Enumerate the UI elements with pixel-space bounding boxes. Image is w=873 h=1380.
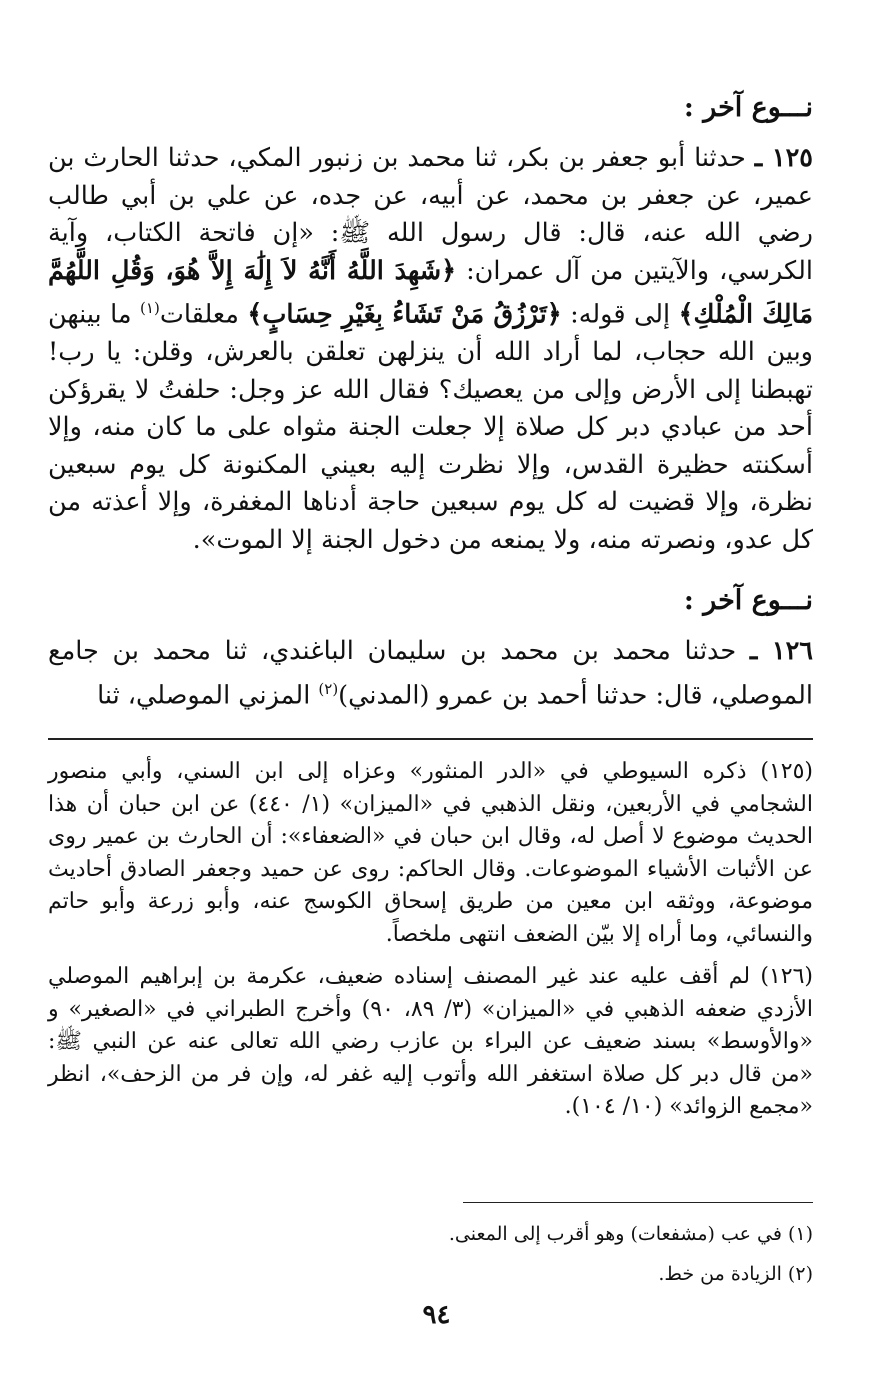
hadith-126 (48, 633, 813, 715)
hadith-number-126: ١٢٦ ـ (749, 636, 813, 666)
quran-quote-1: ﴿شَهِدَ اللَّهُ أَنَّهُ لاَ إِلَٰهَ إِلاَّ هُوَ، وَقُلِ اللَّهُمَّ مَالِكَ الْمُلْكِ﴾ (48, 255, 813, 330)
hadith-125 (48, 140, 813, 559)
hadith-125-text-b: إلى قوله: (561, 299, 679, 330)
quran-quote-2: ﴿تَرْزُقُ مَنْ تَشَاءُ بِغَيْرِ حِسَابٍ﴾ (247, 299, 562, 330)
main-text (48, 88, 813, 715)
hadith-126-text-a: حدثنا محمد بن محمد بن سليمان الباغندي، ثنا محمد بن جامع الموصلي، قال: حدثنا أحمد بن عمرو (المدني) (48, 636, 813, 710)
notes-divider (48, 738, 813, 740)
footnote-2: (٢) الزيادة من خط. (658, 1263, 813, 1285)
hadith-125-text-d: ما بينهن وبين الله حجاب، لما أراد الله أن ينزلهن تعلقن بالعرش، وقلن: يا رب! تهبطنا إلى الأرض وإلى من يعصيك؟ فقال الله عز وجل: حلفتُ لا يقرؤكن أحد من عبادي دبر كل صلاة إلا جعلت الجنة مثواه على ما كان منه، وإلا أسكنته حظيرة القدس، وإلا نظرت إليه بعيني المكنونة كل يوم سبعين نظرة، وإلا قضيت له كل يوم سبعين حاجة أدناها المغفرة، وإلا أعذته من كل عدو، ونصرته منه، ولا يمنعه من دخول الجنة إلا الموت». (48, 299, 813, 555)
hadith-126-text-b: المزني الموصلي، ثنا (97, 680, 319, 710)
footnote-divider (463, 1202, 813, 1203)
footnote-1: (١) في عب (مشفعات) وهو أقرب إلى المعنى. (448, 1223, 813, 1245)
section-heading-2: نـــوع آخر : (683, 585, 813, 616)
note-126: (١٢٦) لم أقف عليه عند غير المصنف إسناده ضعيف، عكرمة بن إبراهيم الموصلي الأزدي ضعفه الذهبي في «الميزان» (٣/ ٨٩، ٩٠) وأخرج الطبراني في «الصغير» و «والأوسط» بسند ضعيف عن البراء بن عازب رضي الله تعالى عنه عن النبي ﷺ: «من قال دبر كل صلاة استغفر الله وأتوب إليه غفر له، وإن فر من الزحف»، انظر «مجمع الزوائد» (١٠/ ١٠٤). (48, 964, 813, 1119)
footnote-ref-1: (١) (140, 299, 160, 317)
hadith-number-125: ١٢٥ ـ (754, 143, 813, 173)
hadith-125-text-a: حدثنا أبو جعفر بن بكر، ثنا محمد بن زنبور المكي، حدثنا الحارث بن عمير، عن جعفر بن محمد، عن أبيه، عن جده، عن علي بن أبي طالب رضي الله عنه، قال: قال رسول الله ﷺ: «إن فاتحة الكتاب، وآية الكرسي، والآيتين من آل عمران: (48, 143, 813, 286)
section-heading-1: نـــوع آخر : (683, 92, 813, 123)
footnote-ref-2: (٢) (318, 679, 339, 698)
hadith-125-text-c: معلقات (159, 299, 248, 330)
note-125: (١٢٥) ذكره السيوطي في «الدر المنثور» وعزاه إلى ابن السني، وأبي منصور الشجامي في الأربعين، ونقل الذهبي في «الميزان» (١/ ٤٤٠) عن ابن حبان أن هذا الحديث موضوع لا أصل له، وقال ابن حبان في «الضعفاء»: أن الحارث بن عمير روى عن الأثبات الأشياء الموضوعات. وقال الحاكم: روى عن حميد وجعفر الصادق أحاديث موضوعة، ووثقه ابن معين من طريق إسحاق الكوسج عنه، وأبو زرعة وأبو حاتم والنسائي، وما أراه إلا بيّن الضعف انتهى ملخصاً. (48, 759, 813, 947)
page-number: ٩٤ (422, 1300, 451, 1330)
commentary-notes (48, 756, 813, 1134)
